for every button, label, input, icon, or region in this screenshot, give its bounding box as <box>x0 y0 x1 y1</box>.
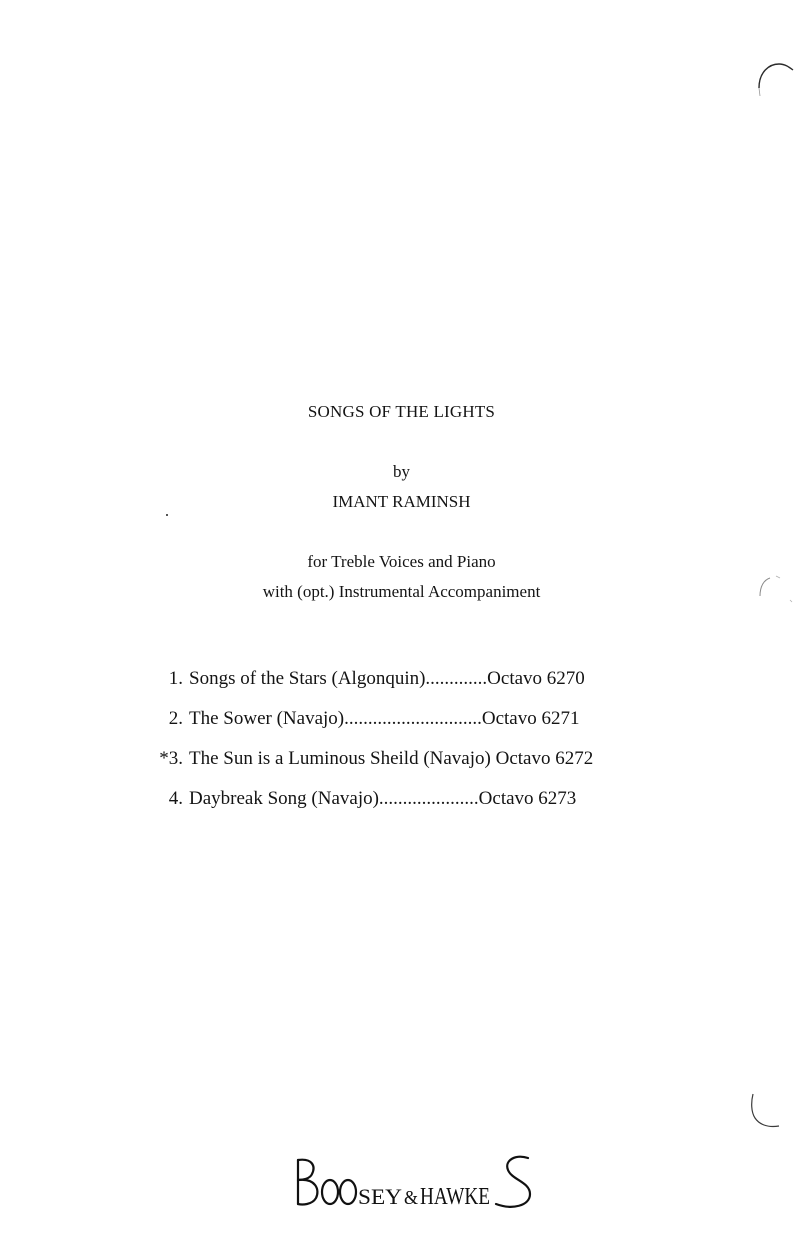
item-text: The Sun is a Luminous Sheild (Navajo) Octavo 6272 <box>189 748 594 769</box>
item-text: The Sower (Navajo).............................Octavo 6271 <box>189 708 580 729</box>
byline-label: by <box>393 462 410 481</box>
instrumentation-line: for Treble Voices and Piano <box>307 552 496 571</box>
item-number: 1. <box>168 668 183 689</box>
composer-name: IMANT RAMINSH <box>332 492 471 511</box>
scan-mark-top-right <box>755 58 795 98</box>
publisher-logo <box>290 1152 540 1212</box>
accompaniment-line: with (opt.) Instrumental Accompaniment <box>262 582 541 601</box>
scan-dot <box>166 514 168 516</box>
item-text: Songs of the Stars (Algonquin).............Octavo 6270 <box>189 668 585 689</box>
svg-text:&: & <box>404 1187 419 1209</box>
svg-text:HAWKE: HAWKE <box>420 1184 490 1210</box>
scan-mark-bottom-right <box>745 1088 793 1136</box>
svg-text:SEY: SEY <box>358 1184 403 1209</box>
item-text: Daybreak Song (Navajo).....................Octavo 6273 <box>189 788 577 809</box>
item-number: *3. <box>159 748 183 769</box>
item-number: 4. <box>168 788 183 809</box>
page-title: SONGS OF THE LIGHTS <box>307 402 496 421</box>
item-number: 2. <box>168 708 183 729</box>
